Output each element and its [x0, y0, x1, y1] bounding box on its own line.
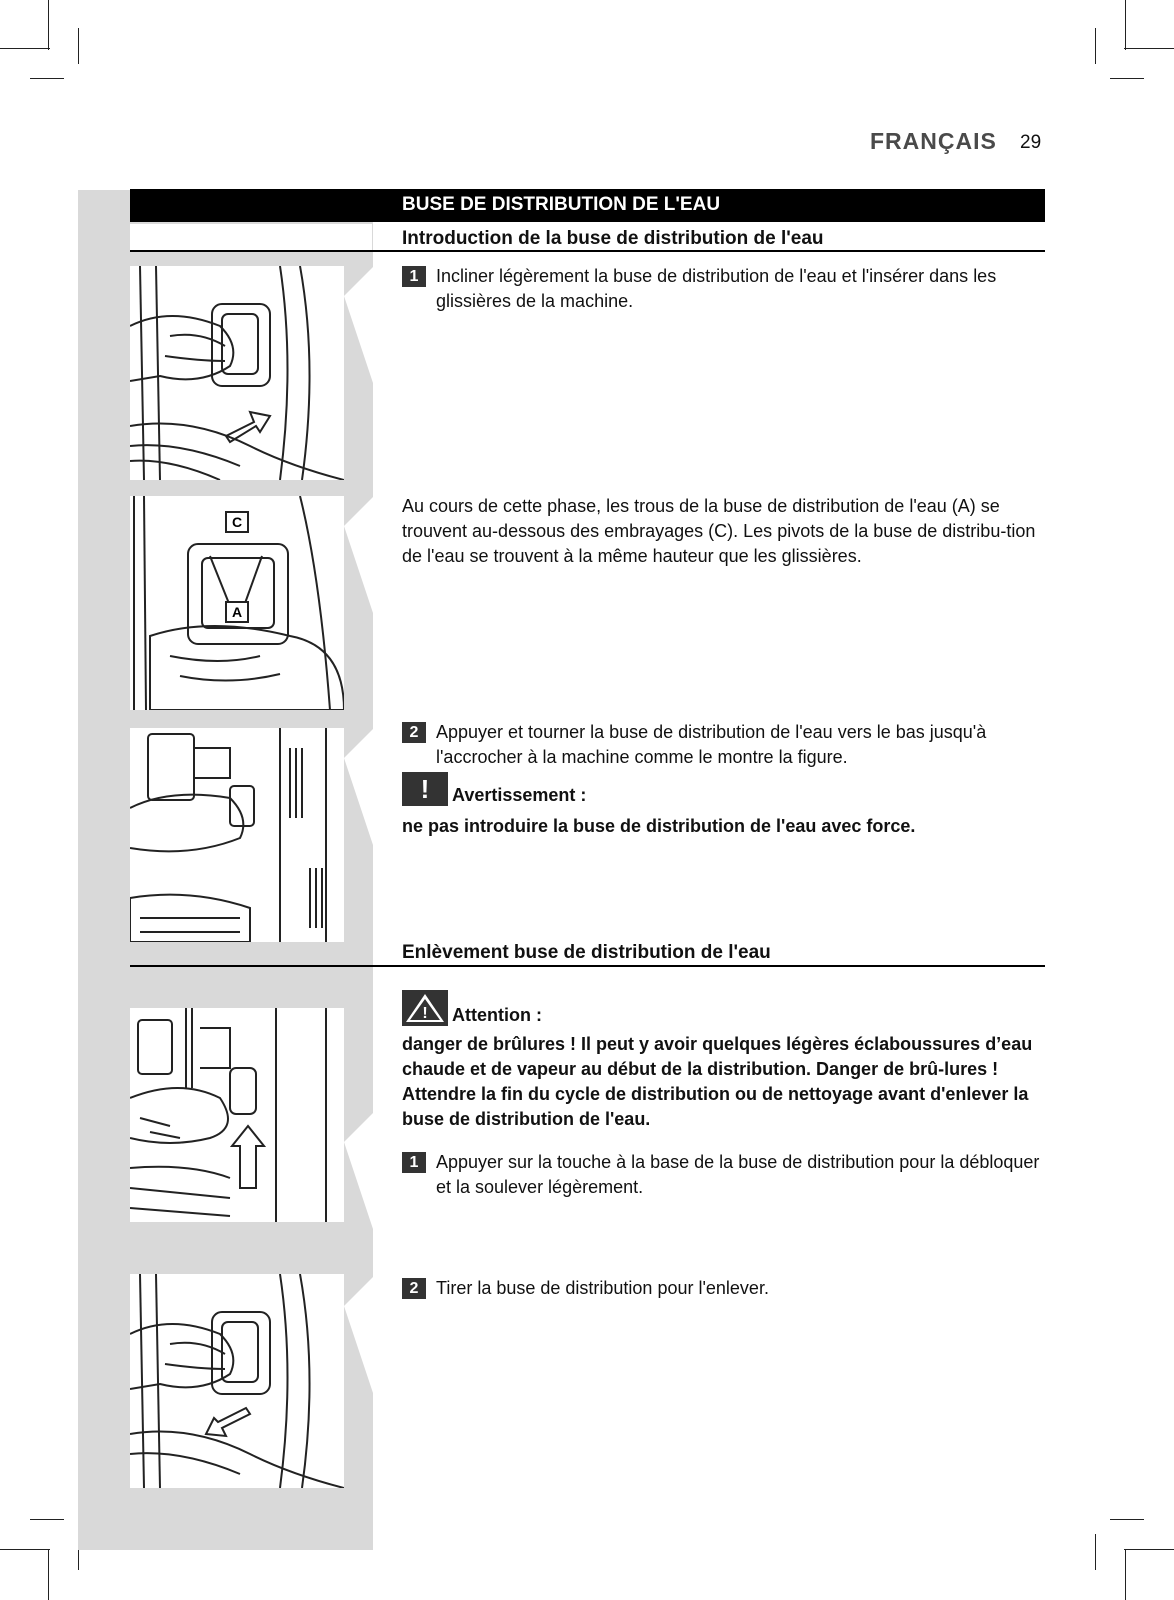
crop-mark — [0, 48, 50, 49]
figure-pointer — [344, 1276, 374, 1396]
crop-mark — [1124, 48, 1174, 49]
subheading-gap — [130, 224, 372, 250]
page-number: 29 — [1020, 132, 1042, 153]
crop-mark — [30, 1519, 64, 1520]
step-number: 1 — [402, 1152, 426, 1173]
step-number: 1 — [402, 266, 426, 287]
figure-pull-nozzle — [130, 1274, 344, 1488]
figure-release-nozzle — [130, 1008, 344, 1222]
crop-mark — [1125, 0, 1126, 50]
step-text: Incliner légèrement la buse de distribution de l'eau et l'insérer dans les glissières de la machine. — [436, 266, 997, 311]
attention-label: Attention : — [452, 1005, 542, 1025]
removal-heading: Enlèvement buse de distribution de l'eau — [402, 942, 771, 963]
figure-pointer — [344, 1112, 374, 1232]
warning-text: ne pas introduire la buse de distribution de l'eau avec force. — [402, 816, 916, 836]
crop-mark — [78, 28, 79, 64]
insertion-heading: Introduction de la buse de distribution de l'eau — [402, 228, 824, 249]
crop-mark — [48, 1550, 49, 1600]
crop-mark — [1110, 78, 1144, 79]
section-title-bar — [130, 189, 1045, 222]
figure-label-c: C — [231, 514, 243, 530]
attention-header — [402, 990, 542, 1026]
step-item — [402, 1276, 1042, 1301]
crop-mark — [1110, 1519, 1144, 1520]
figure-nozzle-holes — [130, 496, 344, 710]
crop-mark — [48, 0, 49, 50]
step-number: 2 — [402, 722, 426, 743]
figure-hook-nozzle — [130, 728, 344, 942]
step-text: Appuyer et tourner la buse de distribution de l'eau vers le bas jusqu'à l'accrocher à la machine comme le montre la figure. — [436, 722, 987, 767]
attention-text: danger de brûlures ! Il peut y avoir quelques légères éclaboussures d’eau chaude et de vapeur au début de la distribution. Danger de brû-lures ! Attendre la fin du cycle de distribution ou de nettoyage avant d'enlever la buse de distribution de l'eau. — [402, 1034, 1033, 1129]
step-text: Appuyer sur la touche à la base de la buse de distribution pour la débloquer et la soulever légèrement. — [436, 1152, 1040, 1197]
figure-pointer — [344, 496, 374, 616]
heading-rule — [130, 250, 1045, 252]
warning-label: Avertissement : — [452, 785, 587, 805]
figure-insert-nozzle — [130, 266, 344, 480]
crop-mark — [30, 78, 64, 79]
step-item — [402, 264, 1042, 314]
step-number: 2 — [402, 1278, 426, 1299]
release-nozzle-illustration — [130, 1008, 344, 1222]
language-header: FRANÇAIS — [870, 128, 997, 154]
step-item — [402, 720, 1042, 770]
step-text: Tirer la buse de distribution pour l'enlever. — [436, 1278, 769, 1298]
pull-nozzle-illustration — [130, 1274, 344, 1488]
step-item — [402, 1150, 1042, 1200]
hook-nozzle-illustration — [130, 728, 344, 942]
crop-mark — [1095, 1534, 1096, 1570]
insert-nozzle-illustration — [130, 266, 344, 480]
note-paragraph: Au cours de cette phase, les trous de la buse de distribution de l'eau (A) se trouvent au-dessous des embrayages (C). Les pivots de la buse de distribu-tion de l'eau se trouvent à la même hauteur que les glissières. — [402, 496, 1036, 566]
heading-rule — [130, 965, 1045, 967]
nozzle-holes-illustration — [130, 496, 344, 710]
section-title: BUSE DE DISTRIBUTION DE L'EAU — [402, 194, 721, 215]
warning-icon: ! — [402, 772, 448, 806]
figure-pointer — [344, 728, 374, 848]
warning-triangle-icon — [402, 990, 448, 1026]
crop-mark — [1124, 1549, 1174, 1550]
crop-mark — [1095, 28, 1096, 64]
attention-icon-glyph: ! — [422, 1005, 428, 1022]
crop-mark — [1125, 1550, 1126, 1600]
crop-mark — [0, 1549, 50, 1550]
figure-label-a: A — [231, 604, 243, 620]
warning-header — [402, 772, 586, 806]
figure-pointer — [344, 266, 374, 386]
